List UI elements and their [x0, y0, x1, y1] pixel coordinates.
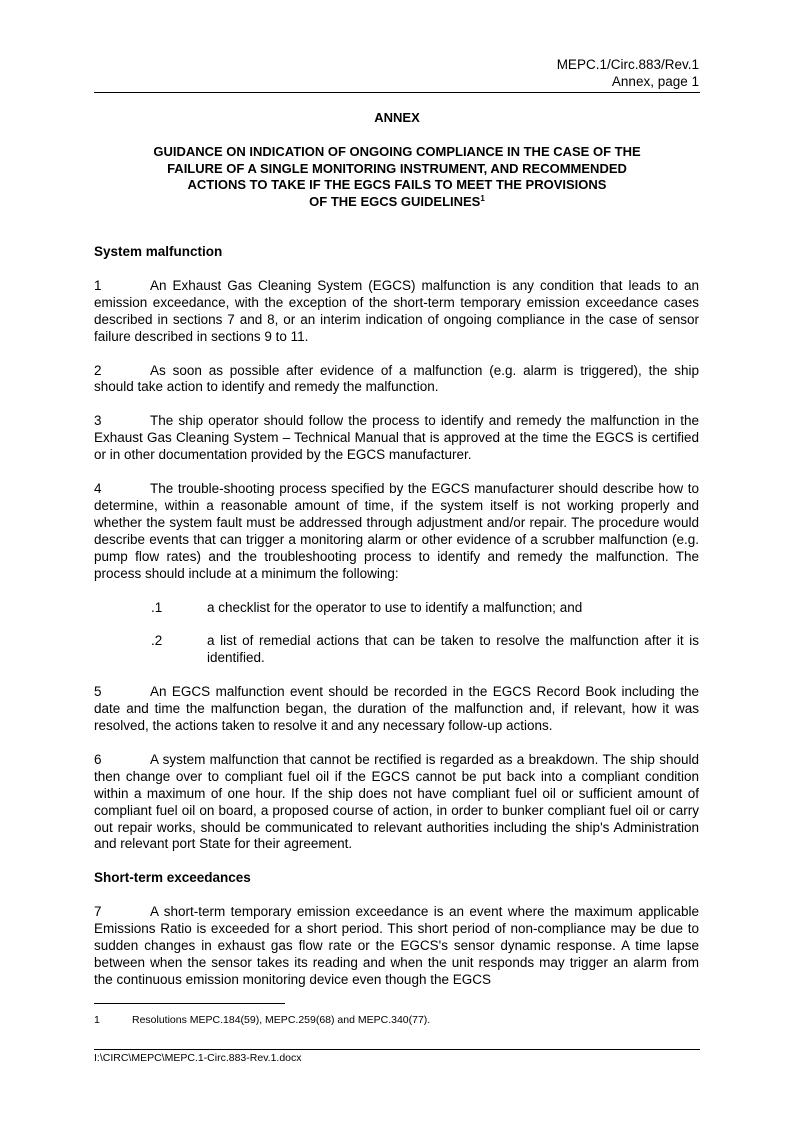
paragraph-text: The trouble-shooting process specified by the EGCS manufacturer should describe how to determine, within a reasonable amount of time, if the system itself is not working properly and whether the system fault must be addressed through adjustment and/or repair. The procedure would describe events that can trigger a monitoring alarm or other evidence of a scrubber malfunction (e.g. pump flow rates) and the troubleshooting process to identify and remedy the malfunction. The process should include at a minimum the following: [94, 481, 699, 581]
paragraph-number: 5 [94, 684, 102, 700]
sub-item-2 [94, 633, 699, 667]
paragraph-4 [94, 481, 699, 582]
title-line: FAILURE OF A SINGLE MONITORING INSTRUMENT, AND RECOMMENDED [167, 160, 627, 176]
paragraph-1 [94, 278, 699, 346]
document-title [110, 144, 684, 210]
footer-file-path: I:\CIRC\MEPC\MEPC.1-Circ.883-Rev.1.docx [94, 1052, 302, 1064]
paragraph-number: 7 [94, 904, 102, 920]
sub-item-1 [94, 600, 699, 617]
paragraph-6 [94, 752, 699, 853]
title-line-text: OF THE EGCS GUIDELINES [309, 193, 481, 209]
page-header [94, 56, 699, 90]
paragraph-text: An EGCS malfunction event should be recorded in the EGCS Record Book including the date and time the malfunction began, the duration of the malfunction and, if relevant, how it was resolved, the actions taken to resolve it and any necessary follow-up actions. [94, 684, 699, 734]
footnote-text: Resolutions MEPC.184(59), MEPC.259(68) and MEPC.340(77). [132, 1014, 431, 1026]
paragraph-3 [94, 413, 699, 464]
paragraph-number: 4 [94, 481, 102, 497]
document-body [94, 244, 699, 989]
paragraph-text: As soon as possible after evidence of a malfunction (e.g. alarm is triggered), the ship should take action to identify and remedy the malfunction. [94, 362, 699, 395]
paragraph-7 [94, 904, 699, 989]
paragraph-text: A short-term temporary emission exceedance is an event where the maximum applicable Emissions Ratio is exceeded for a short period. This short period of non-compliance may be due to sudden changes in exhaust gas flow rate or the EGCS's sensor dynamic response. A time lapse between when the sensor takes its reading and when the unit responds may trigger an alarm from the continuous emission monitoring device even though the EGCS [94, 904, 699, 987]
footnote-reference: 1 [480, 193, 485, 203]
paragraph-2 [94, 363, 699, 397]
document-reference: MEPC.1/Circ.883/Rev.1 [556, 57, 699, 72]
paragraph-text: An Exhaust Gas Cleaning System (EGCS) malfunction is any condition that leads to an emission exceedance, with the exception of the short-term temporary emission exceedance cases described in sections 7 and 8, or an interim indication of ongoing compliance in the case of sensor failure described in sections 9 to 11. [94, 277, 699, 344]
section-heading-short-term-exceedances: Short-term exceedances [94, 870, 251, 886]
header-divider [94, 92, 700, 93]
footnote [94, 1014, 430, 1027]
annex-heading: ANNEX [374, 110, 420, 125]
paragraph-number: 3 [94, 413, 102, 429]
page-label: Annex, page 1 [611, 74, 699, 89]
sub-item-text: a list of remedial actions that can be taken to resolve the malfunction after it is identified. [207, 633, 699, 666]
paragraph-number: 1 [94, 277, 102, 293]
sub-item-number: .1 [151, 599, 163, 615]
footer-divider [94, 1049, 700, 1050]
title-line: GUIDANCE ON INDICATION OF ONGOING COMPLIANCE IN THE CASE OF THE [153, 144, 641, 159]
footnote-divider [94, 1003, 285, 1004]
sub-item-text: a checklist for the operator to use to identify a malfunction; and [207, 599, 583, 615]
title-line [110, 194, 684, 211]
paragraph-text: A system malfunction that cannot be rectified is regarded as a breakdown. The ship should then change over to compliant fuel oil if the EGCS cannot be put back into a compliant condition within a maximum of one hour. If the ship does not have compliant fuel oil or sufficient amount of compliant fuel oil on board, a proposed course of action, in order to bunker compliant fuel oil or carry out repair works, should be communicated to relevant authorities including the ship's Administration and relevant port State for their agreement. [94, 751, 699, 852]
paragraph-5 [94, 684, 699, 735]
footnote-number: 1 [94, 1014, 100, 1026]
section-heading-system-malfunction: System malfunction [94, 244, 223, 259]
paragraph-number: 2 [94, 362, 102, 378]
paragraph-text: The ship operator should follow the process to identify and remedy the malfunction in the Exhaust Gas Cleaning System – Technical Manual that is approved at the time the EGCS is certified or in other documentation provided by the EGCS manufacturer. [94, 413, 699, 463]
paragraph-number: 6 [94, 751, 102, 767]
sub-item-number: .2 [151, 633, 163, 649]
title-line: ACTIONS TO TAKE IF THE EGCS FAILS TO MEET THE PROVISIONS [187, 177, 607, 192]
